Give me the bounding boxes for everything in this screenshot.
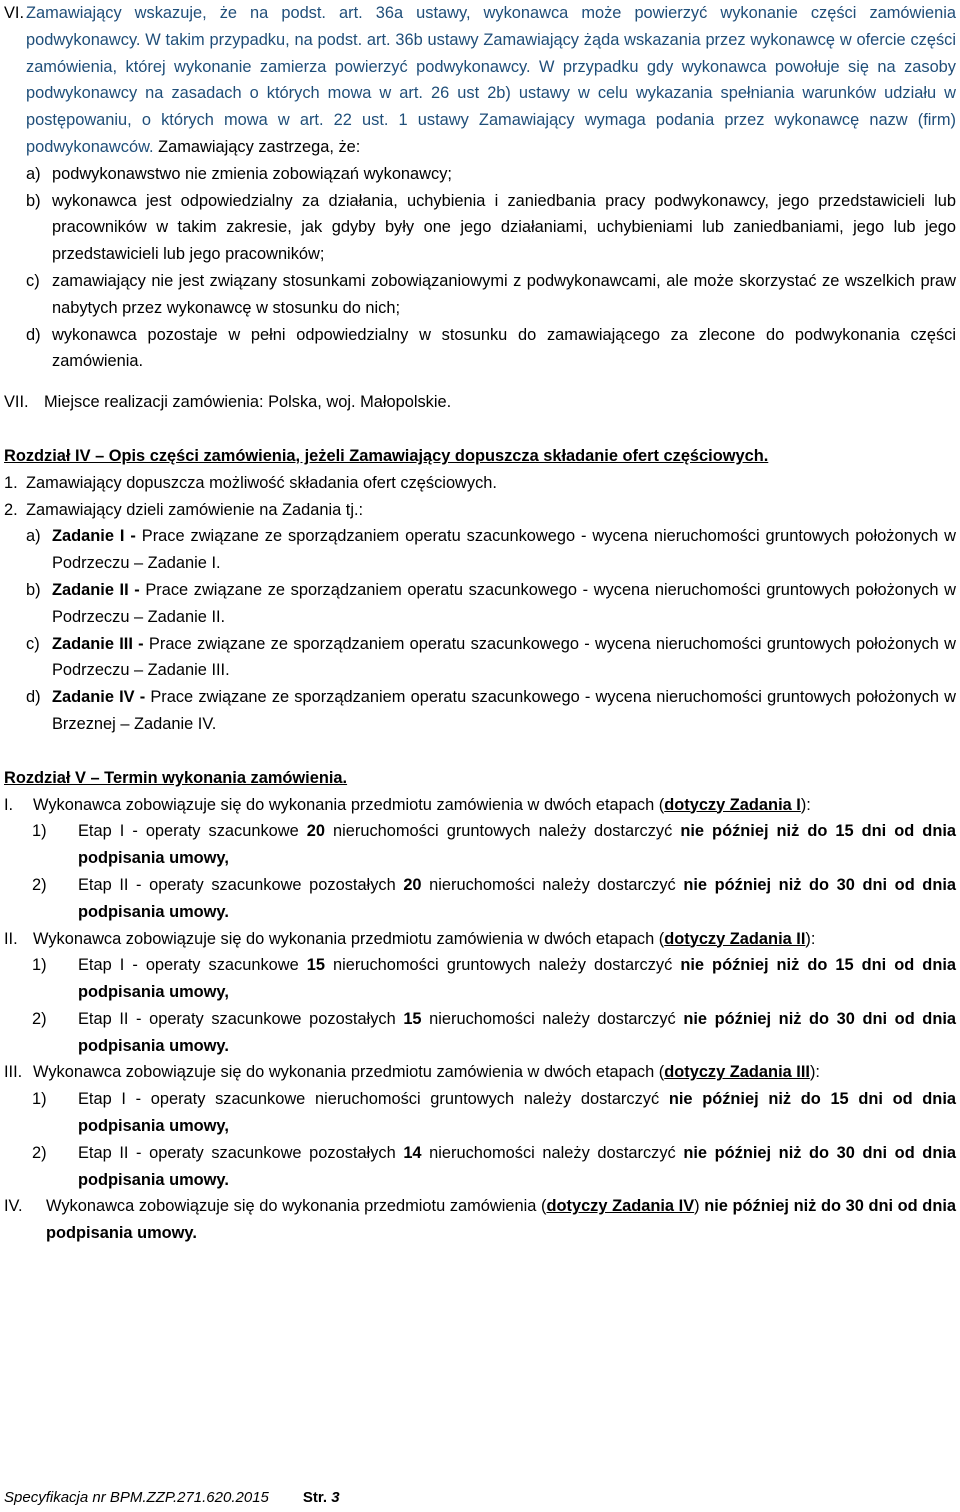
page-number: Str. 3 [302, 1489, 340, 1506]
term-block: I. Wykonawca zobowiązuje się do wykonania przedmiotu zamówienia w dwóch etapach (dotyczy Zadania I): [4, 795, 811, 814]
section-number: VII. [4, 393, 29, 412]
section-vi [4, 0, 956, 375]
chapter-iv-heading: Rozdział IV – Opis części zamówienia, jeżeli Zamawiający dopuszcza składanie ofert częściowych. [4, 446, 769, 465]
list-item: a) podwykonawstwo nie zmienia zobowiązań wykonawcy; [26, 164, 452, 183]
task-item: c) Zadanie III - Prace związane ze sporządzaniem operatu szacunkowego - wycena nieruchomości gruntowych położonych w Podrzeczu – Zadanie III. [26, 634, 956, 680]
stage-list [32, 1086, 956, 1193]
task-reference: dotyczy Zadania IV [546, 1197, 695, 1216]
deadline: nie później niż do 30 dni od dnia podpisania umowy. [78, 1143, 956, 1189]
stage-item: 2) Etap II - operaty szacunkowe pozostałych 20 nieruchomości należy dostarczyć nie później niż do 30 dni od dnia podpisania umowy. [32, 875, 956, 921]
numbered-paragraph: 2. Zamawiający dzieli zamówienie na Zadania tj.: [4, 500, 364, 519]
section-number: VI. [4, 4, 25, 22]
section-vii [4, 389, 956, 416]
stage-item: 2) Etap II - operaty szacunkowe pozostałych 15 nieruchomości należy dostarczyć nie później niż do 30 dni od dnia podpisania umowy. [32, 1009, 956, 1055]
task-item: b) Zadanie II - Prace związane ze sporządzaniem operatu szacunkowego - wycena nieruchomości gruntowych położonych w Podrzeczu – Zadanie II. [26, 580, 956, 626]
task-reference: dotyczy Zadania III [664, 1063, 810, 1082]
deadline: nie później niż do 15 dni od dnia podpisania umowy, [78, 956, 956, 1002]
location-text: Miejsce realizacji zamówienia: Polska, woj. Małopolskie. [44, 393, 452, 412]
stage-item: 1) Etap I - operaty szacunkowe 15 nieruchomości gruntowych należy dostarczyć nie później niż do 15 dni od dnia podpisania umowy, [32, 956, 956, 1002]
list-item: b) wykonawca jest odpowiedzialny za działania, uchybienia i zaniedbania pracy podwykonawcy, jego przedstawicieli lub pracowników w takim zakresie, jak gdyby były one jego działaniami, uchybieniami lub zaniedbaniami, jego lub jego przedstawicieli lub jego pracowników; [26, 191, 956, 264]
list-item: d) wykonawca pozostaje w pełni odpowiedzialny w stosunku do zamawiającego za zlecone do podwykonania części zamówienia. [26, 325, 956, 371]
stage-list [32, 952, 956, 1059]
term-block: II. Wykonawca zobowiązuje się do wykonania przedmiotu zamówienia w dwóch etapach (dotyczy Zadania II): [4, 929, 816, 948]
reservation-list [26, 161, 956, 375]
term-block: III. Wykonawca zobowiązuje się do wykonania przedmiotu zamówienia w dwóch etapach (dotyczy Zadania III): [4, 1063, 820, 1082]
deadline: nie później niż do 15 dni od dnia podpisania umowy, [78, 822, 956, 868]
page-footer [4, 1488, 340, 1508]
deadline: nie później niż do 30 dni od dnia podpisania umowy. [78, 875, 956, 921]
specification-number: Specyfikacja nr BPM.ZZP.271.620.2015 [4, 1489, 269, 1506]
task-reference: dotyczy Zadania I [664, 795, 801, 814]
numbered-paragraph: 1. Zamawiający dopuszcza możliwość składania ofert częściowych. [4, 473, 497, 492]
deadline: nie później niż do 15 dni od dnia podpisania umowy, [78, 1090, 956, 1136]
stage-item: 2) Etap II - operaty szacunkowe pozostałych 14 nieruchomości należy dostarczyć nie później niż do 30 dni od dnia podpisania umowy. [32, 1143, 956, 1189]
list-item: c) zamawiający nie jest związany stosunkami zobowiązaniowymi z podwykonawcami, ale może skorzystać ze wszelkich praw nabytych przez wykonawcę w stosunku do nich; [26, 271, 956, 317]
task-item: a) Zadanie I - Prace związane ze sporządzaniem operatu szacunkowego - wycena nieruchomości gruntowych położonych w Podrzeczu – Zadanie I. [26, 527, 956, 573]
deadline: nie później niż do 30 dni od dnia podpisania umowy. [78, 1009, 956, 1055]
task-list [26, 523, 956, 737]
task-item: d) Zadanie IV - Prace związane ze sporządzaniem operatu szacunkowego - wycena nieruchomości gruntowych położonych w Brzeznej – Zadanie IV. [26, 688, 956, 733]
deadline: nie później niż do 30 dni od dnia podpisania umowy. [46, 1197, 957, 1243]
task-reference: dotyczy Zadania II [664, 929, 806, 948]
stage-item: 1) Etap I - operaty szacunkowe nieruchomości gruntowych należy dostarczyć nie później niż do 15 dni od dnia podpisania umowy, [32, 1090, 956, 1136]
stage-list [32, 818, 956, 925]
reservation-intro: Zamawiający zastrzega, że: [158, 137, 361, 156]
section-paragraph [26, 0, 956, 161]
stage-item: 1) Etap I - operaty szacunkowe 20 nieruchomości gruntowych należy dostarczyć nie później niż do 15 dni od dnia podpisania umowy, [32, 822, 956, 868]
term-block: IV. Wykonawca zobowiązuje się do wykonania przedmiotu zamówienia (dotyczy Zadania IV) nie później niż do 30 dni od dnia podpisania umowy. [4, 1197, 957, 1243]
chapter-v-heading: Rozdział V – Termin wykonania zamówienia. [4, 768, 348, 787]
subcontracting-paragraph: Zamawiający wskazuje, że na podst. art. 36a ustawy, wykonawca może powierzyć wykonanie części zamówienia podwykonawcy. W takim przypadku, na podst. art. 36b ustawy Zamawiający żąda wskazania przez wykonawcę w ofercie części zamówienia, której wykonanie zamierza powierzyć podwykonawcy. W przypadku gdy wykonawca powołuje się na zasoby podwykonawcy na zasadach o których mowa w art. 26 ust 2b) ustawy w celu wykazania spełniania warunków udziału w postępowaniu, o których mowa w art. 22 ust. 1 ustawy Zamawiający wymaga podania przez wykonawcę nazw (firm) podwykonawców. [26, 4, 956, 156]
